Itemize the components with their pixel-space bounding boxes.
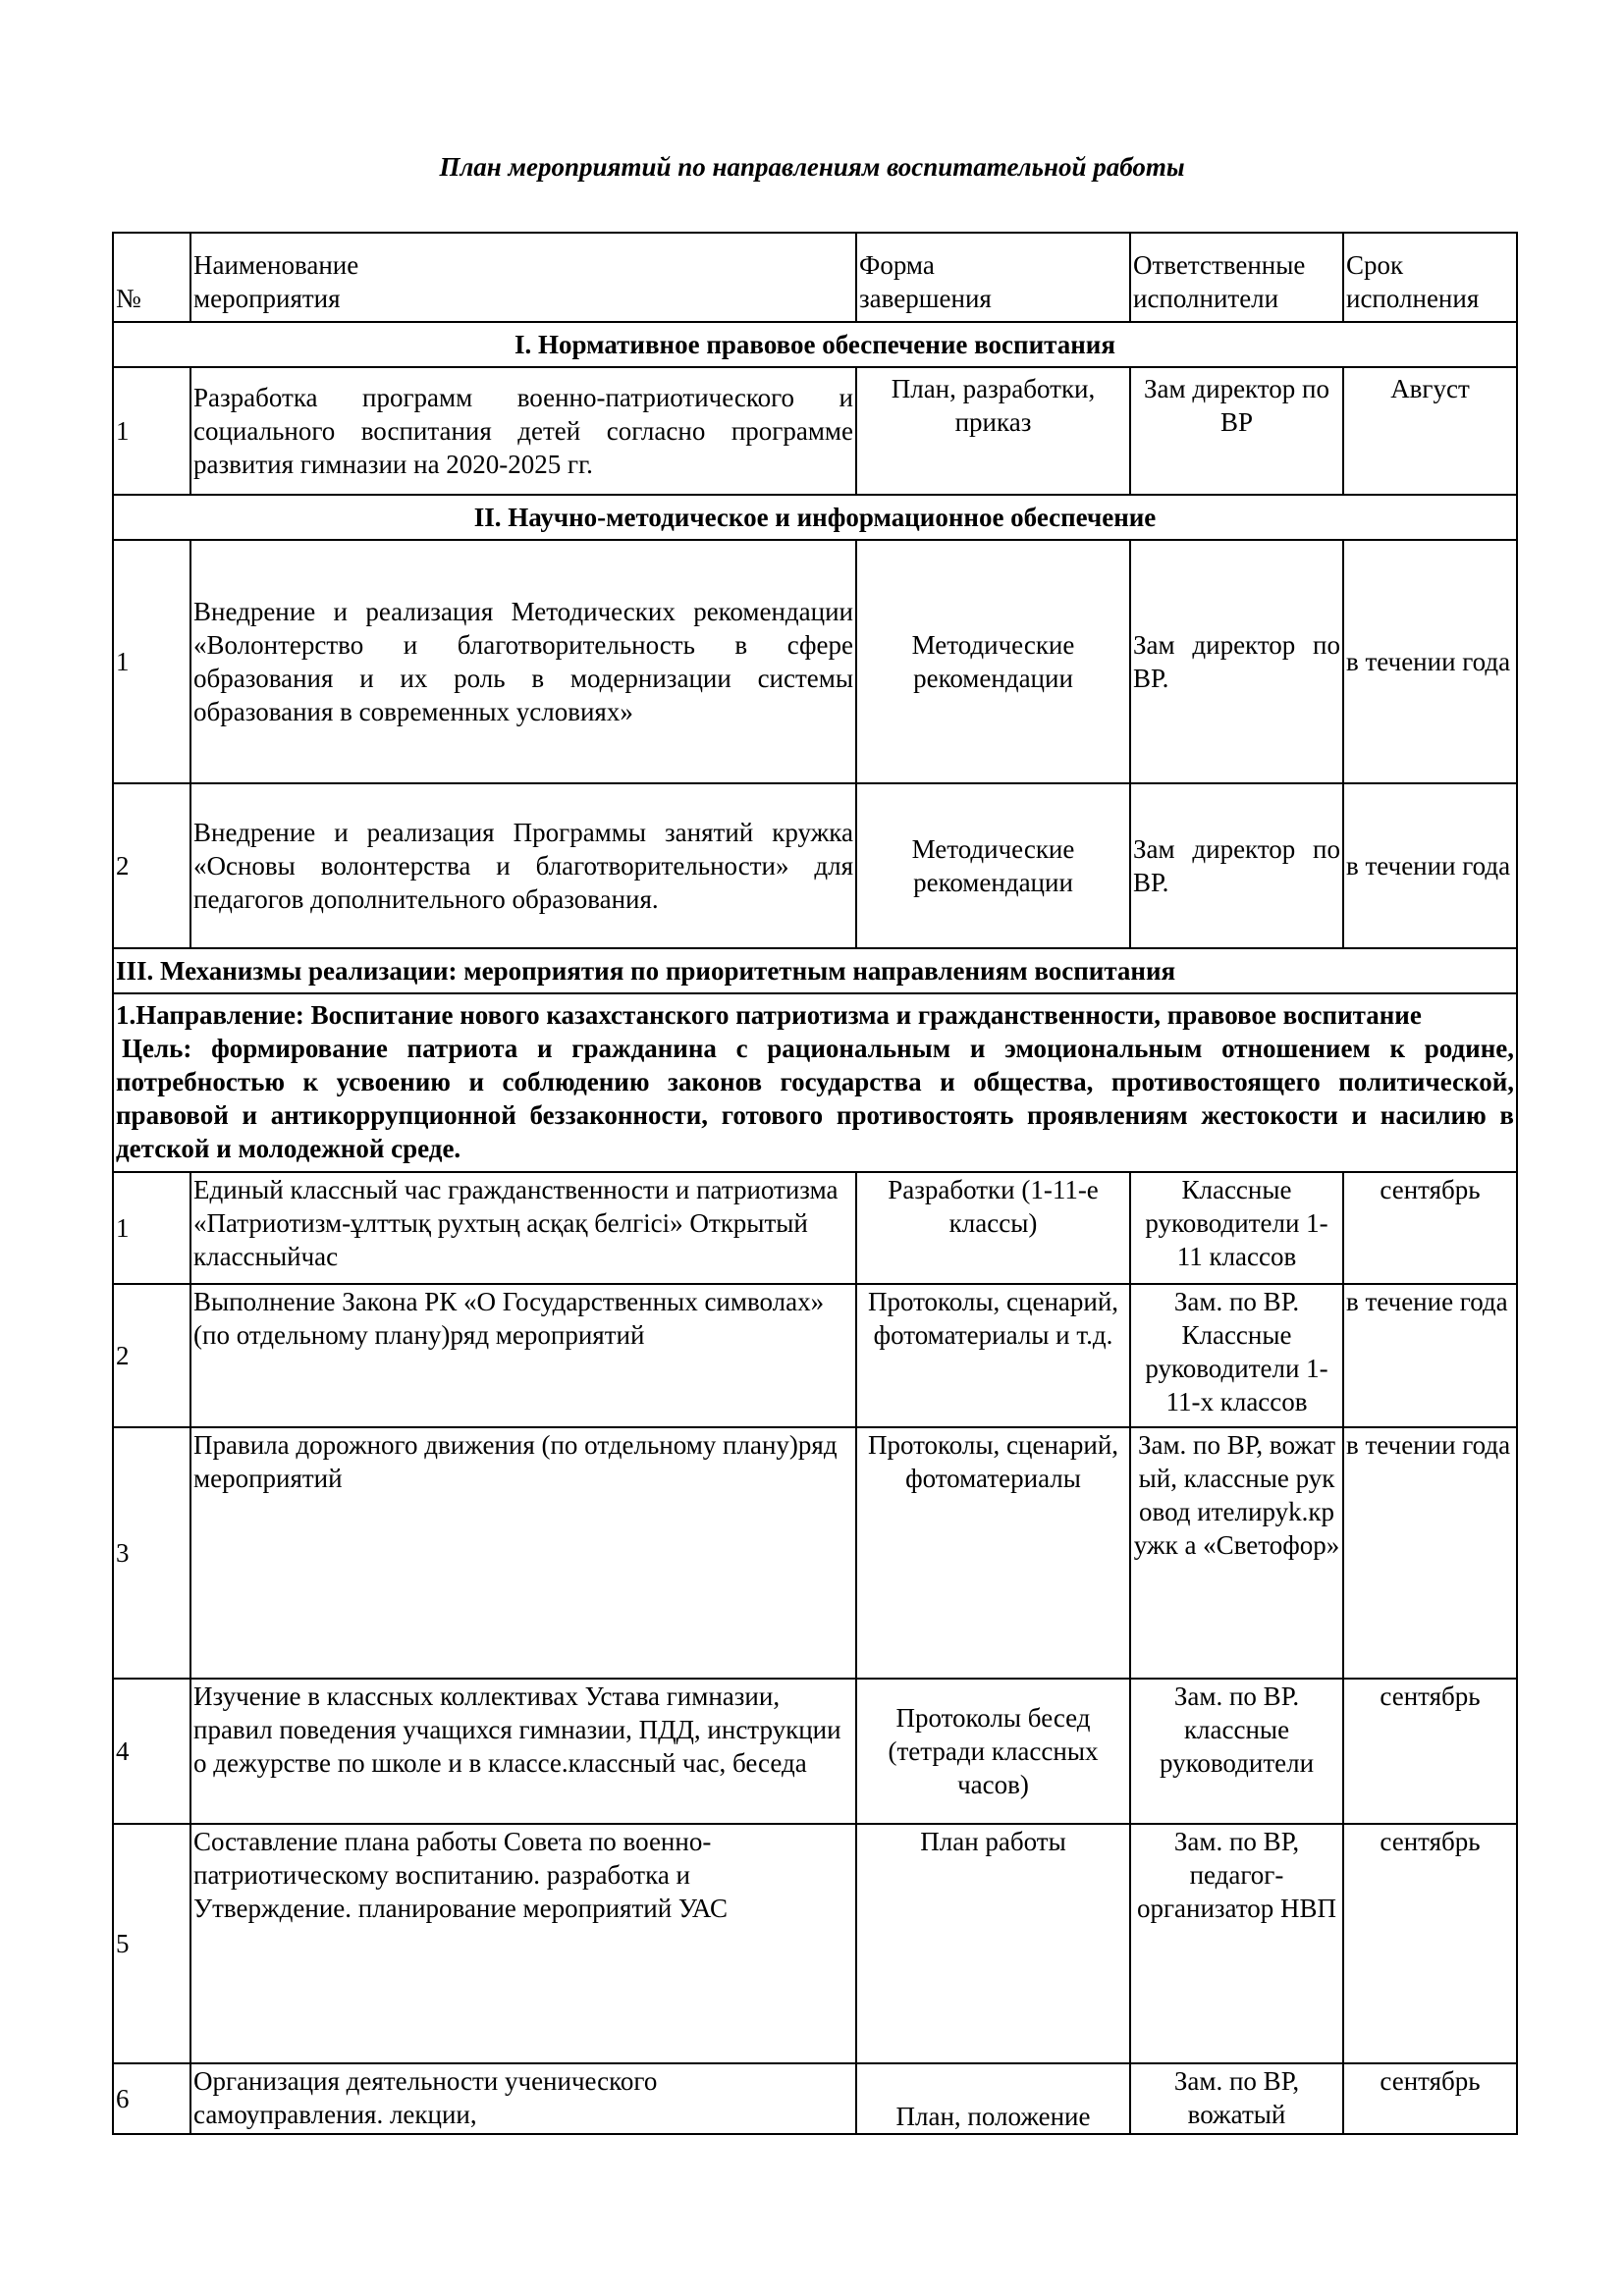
row-num: 2 xyxy=(113,783,190,948)
row-form: Протоколы, сценарий, фотоматериалы и т.д. xyxy=(856,1284,1130,1427)
header-num: № xyxy=(113,233,190,322)
table-row xyxy=(113,783,1517,948)
row-num: 1 xyxy=(113,540,190,783)
row-resp: Зам директор по ВР xyxy=(1130,367,1343,495)
table-row xyxy=(113,2063,1517,2134)
row-name: Внедрение и реализация Методических рекомендации «Волонтерство и благотворительность в сфере образования и их роль в модернизации системы образования в современных условиях» xyxy=(190,540,856,783)
table-header-row xyxy=(113,233,1517,322)
section-3-title: III. Механизмы реализации: мероприятия по приоритетным направлениям воспитания xyxy=(113,948,1517,993)
row-term: в течении года xyxy=(1343,783,1517,948)
row-name: Единый классный час гражданственности и патриотизма «Патриотизм-ұлттық рухтың асқақ белгісі» Открытый классныйчас xyxy=(190,1172,856,1284)
plan-table xyxy=(112,232,1518,2135)
header-resp: Ответственные исполнители xyxy=(1130,233,1343,322)
row-form: План работы xyxy=(856,1824,1130,2063)
row-form: Методические рекомендации xyxy=(856,783,1130,948)
row-term: сентябрь xyxy=(1343,1679,1517,1824)
row-name: Организация деятельности ученического самоуправления. лекции, xyxy=(190,2063,856,2134)
row-resp: Зам. по ВР. Классные руководители 1-11-х классов xyxy=(1130,1284,1343,1427)
table-row xyxy=(113,1427,1517,1679)
header-term: Срок исполнения xyxy=(1343,233,1517,322)
row-num: 5 xyxy=(113,1824,190,2063)
row-resp: Зам директор по ВР. xyxy=(1130,540,1343,783)
row-term: сентябрь xyxy=(1343,1824,1517,2063)
direction-text: 1.Направление: Воспитание нового казахстанского патриотизма и гражданственности, правовое воспитание xyxy=(116,1000,1422,1030)
row-form: План, положение xyxy=(856,2063,1130,2134)
row-resp: Зам. по ВР, вожатый, классные руковод ителируk.кружк а «Светофор» xyxy=(1130,1427,1343,1679)
row-form: Методические рекомендации xyxy=(856,540,1130,783)
row-term: сентябрь xyxy=(1343,1172,1517,1284)
section-1-title: I. Нормативное правовое обеспечение воспитания xyxy=(113,322,1517,367)
row-name: Составление плана работы Совета по военно-патриотическому воспитанию. разработка и Утверждение. планирование мероприятий УАС xyxy=(190,1824,856,2063)
header-name: Наименование мероприятия xyxy=(190,233,856,322)
row-num: 2 xyxy=(113,1284,190,1427)
row-name: Внедрение и реализация Программы занятий кружка «Основы волонтерства и благотворительности» для педагогов дополнительного образования. xyxy=(190,783,856,948)
row-num: 1 xyxy=(113,1172,190,1284)
row-form: Протоколы, сценарий, фотоматериалы xyxy=(856,1427,1130,1679)
row-resp: Зам директор по ВР. xyxy=(1130,783,1343,948)
table-row xyxy=(113,367,1517,495)
row-form: План, разработки, приказ xyxy=(856,367,1130,495)
row-name: Разработка программ военно-патриотического и социального воспитания детей согласно программе развития гимназии на 2020-2025 гг. xyxy=(190,367,856,495)
table-row xyxy=(113,1679,1517,1824)
table-row xyxy=(113,1172,1517,1284)
row-form: Разработки (1-11-е классы) xyxy=(856,1172,1130,1284)
header-form: Форма завершения xyxy=(856,233,1130,322)
section-heading-row xyxy=(113,322,1517,367)
row-num: 6 xyxy=(113,2063,190,2134)
row-name: Изучение в классных коллективах Устава гимназии, правил поведения учащихся гимназии, ПДД, инструкции о дежурстве по школе и в классе.классный час, беседа xyxy=(190,1679,856,1824)
row-resp: Зам. по ВР. классные руководители xyxy=(1130,1679,1343,1824)
table-row xyxy=(113,540,1517,783)
row-num: 4 xyxy=(113,1679,190,1824)
row-term: в течении года xyxy=(1343,540,1517,783)
row-num: 1 xyxy=(113,367,190,495)
row-form: Протоколы бесед (тетради классных часов) xyxy=(856,1679,1130,1824)
row-resp: Зам. по ВР, педагог-организатор НВП xyxy=(1130,1824,1343,2063)
section-heading-row xyxy=(113,495,1517,540)
section-heading-row xyxy=(113,948,1517,993)
page-title: План мероприятий по направлениям воспитательной работы xyxy=(439,152,1185,182)
goal-text: Цель: формирование патриота и гражданина с рациональным и эмоциональным отношением к родине, потребностью к усвоению и соблюдению законов государства и общества, противостоящего политической, правовой и антикоррупционной беззаконности, готового противостоять проявлениям жестокости и насилию в детской и молодежной среде. xyxy=(116,1034,1514,1163)
direction-row xyxy=(113,993,1517,1172)
row-num: 3 xyxy=(113,1427,190,1679)
row-term: сентябрь xyxy=(1343,2063,1517,2134)
section-2-title: II. Научно-методическое и информационное обеспечение xyxy=(113,495,1517,540)
row-term: в течение года xyxy=(1343,1284,1517,1427)
row-resp: Классные руководители 1-11 классов xyxy=(1130,1172,1343,1284)
table-row xyxy=(113,1284,1517,1427)
row-term: Август xyxy=(1343,367,1517,495)
row-term: в течении года xyxy=(1343,1427,1517,1679)
row-name: Правила дорожного движения (по отдельному плану)ряд мероприятий xyxy=(190,1427,856,1679)
row-name: Выполнение Закона РК «О Государственных символах» (по отдельному плану)ряд мероприятий xyxy=(190,1284,856,1427)
direction-block xyxy=(113,993,1517,1172)
table-row xyxy=(113,1824,1517,2063)
row-resp: Зам. по ВР, вожатый xyxy=(1130,2063,1343,2134)
